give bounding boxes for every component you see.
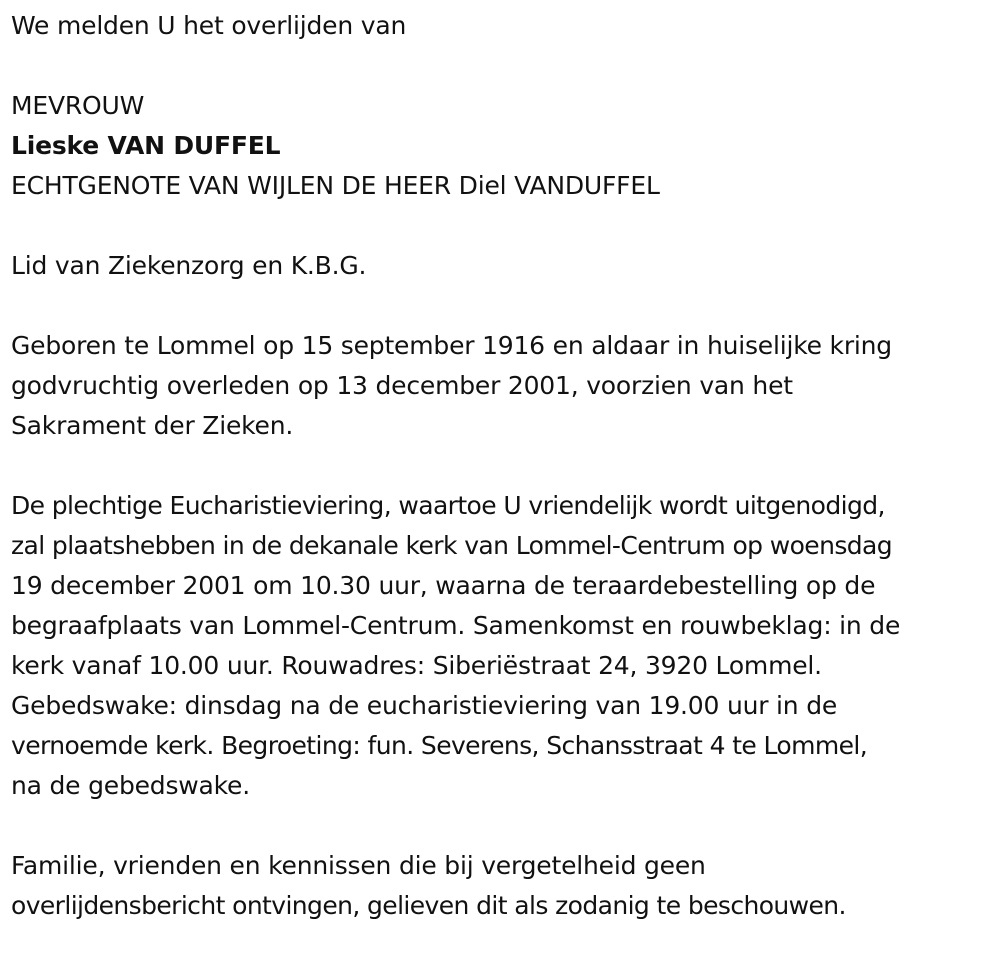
- paragraph-line: Geboren te Lommel op 15 september 1916 en aldaar in huiselijke kring: [11, 331, 892, 360]
- paragraph-line: overlijdensbericht ontvingen, gelieven dit als zodanig te beschouwen.: [11, 891, 846, 920]
- closing-paragraph: [11, 846, 1000, 926]
- paragraph-line: De plechtige Eucharistieviering, waartoe U vriendelijk wordt uitgenodigd,: [11, 491, 885, 520]
- paragraph-line: vernoemde kerk. Begroeting: fun. Severens, Schansstraat 4 te Lommel,: [11, 731, 868, 760]
- spouse-text: ECHTGENOTE VAN WIJLEN DE HEER Diel VANDUFFEL: [11, 171, 660, 200]
- spacer: [11, 806, 1000, 846]
- paragraph-line: Familie, vrienden en kennissen die bij vergetelheid geen: [11, 851, 706, 880]
- paragraph-line: godvruchtig overleden op 13 december 2001, voorzien van het: [11, 371, 793, 400]
- paragraph-line: zal plaatshebben in de dekanale kerk van Lommel-Centrum op woensdag: [11, 531, 893, 560]
- birth-death-paragraph: [11, 326, 1000, 446]
- intro-text: We melden U het overlijden van: [11, 11, 407, 40]
- paragraph-line: 19 december 2001 om 10.30 uur, waarna de teraardebestelling op de: [11, 571, 876, 600]
- spacer: [11, 286, 1000, 326]
- membership-text: Lid van Ziekenzorg en K.B.G.: [11, 251, 367, 280]
- paragraph-line: Gebedswake: dinsdag na de eucharistieviering van 19.00 uur in de: [11, 691, 838, 720]
- deceased-name: Lieske VAN DUFFEL: [11, 131, 281, 160]
- title-text: MEVROUW: [11, 91, 145, 120]
- spacer: [11, 206, 1000, 246]
- paragraph-line: begraafplaats van Lommel-Centrum. Samenkomst en rouwbeklag: in de: [11, 611, 901, 640]
- spacer: [11, 46, 1000, 86]
- spacer: [11, 446, 1000, 486]
- ceremony-paragraph: [11, 486, 1000, 806]
- paragraph-line: kerk vanaf 10.00 uur. Rouwadres: Siberiëstraat 24, 3920 Lommel.: [11, 651, 822, 680]
- paragraph-line: na de gebedswake.: [11, 771, 250, 800]
- paragraph-line: Sakrament der Zieken.: [11, 411, 294, 440]
